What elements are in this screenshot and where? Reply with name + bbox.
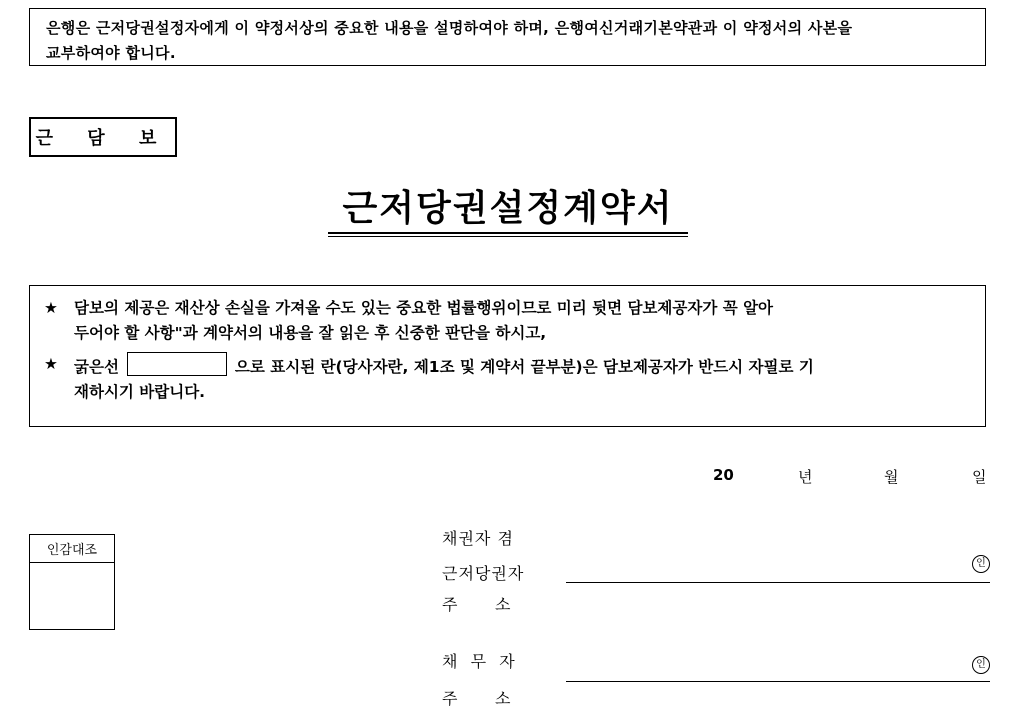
- debtor-label: 채 무 자: [442, 652, 516, 671]
- debtor-address-label: 주 소: [442, 689, 512, 708]
- bold-line-sample-box: [127, 352, 227, 376]
- creditor-address-label: 주 소: [442, 595, 512, 614]
- creditor-label-1: 채권자 겸: [442, 529, 514, 548]
- seal-mark-icon: 인: [972, 656, 990, 674]
- warning-item-2-text-a: 굵은선: [74, 358, 119, 376]
- star-icon: ★: [44, 355, 58, 373]
- date-year-unit: 년: [798, 468, 813, 486]
- contract-type-label: 근 담 보: [35, 128, 171, 149]
- warning-item-2: [44, 352, 971, 380]
- warning-item-2-text-2: 재하시기 바랍니다.: [74, 383, 206, 401]
- title-underline-thin: [328, 236, 688, 237]
- star-icon: ★: [44, 299, 58, 317]
- creditor-signature-line[interactable]: [566, 582, 990, 583]
- debtor-signature-line[interactable]: [566, 681, 990, 682]
- document-title: 근저당권설정계약서: [342, 188, 674, 229]
- notice-line-1: 은행은 근저당권설정자에게 이 약정서상의 중요한 내용을 설명하여야 하며, 은행여신거래기본약관과 이 약정서의 사본을: [46, 19, 853, 37]
- seal-verification-label: 인감대조: [30, 535, 114, 563]
- seal-mark-icon: 인: [972, 555, 990, 573]
- warning-item-2-cont: [44, 380, 971, 405]
- date-day-unit: 일: [972, 468, 987, 486]
- date-year-prefix: 20: [713, 466, 734, 484]
- contract-type-box: [29, 117, 177, 157]
- warning-item-1-cont: [44, 321, 971, 346]
- notice-line-2: 교부하여야 합니다.: [46, 44, 176, 62]
- warning-item-1-text-2: 두어야 할 사항"과 계약서의 내용을 잘 읽은 후 신중한 판단을 하시고,: [74, 324, 547, 342]
- warning-box: [29, 285, 986, 427]
- warning-item-1-text: 담보의 제공은 재산상 손실을 가져올 수도 있는 중요한 법률행위이므로 미리 뒷면 담보제공자가 꼭 알아: [74, 299, 774, 317]
- seal-verification-box: [29, 534, 115, 630]
- title-underline: [328, 232, 688, 234]
- warning-item-2-text-b: 으로 표시된 란(당사자란, 제1조 및 계약서 끝부분)은 담보제공자가 반드시 자필로 기: [234, 358, 814, 376]
- date-month-unit: 월: [884, 468, 899, 486]
- notice-box: [29, 8, 986, 66]
- creditor-label-2: 근저당권자: [442, 564, 525, 583]
- warning-item-1: [44, 296, 971, 321]
